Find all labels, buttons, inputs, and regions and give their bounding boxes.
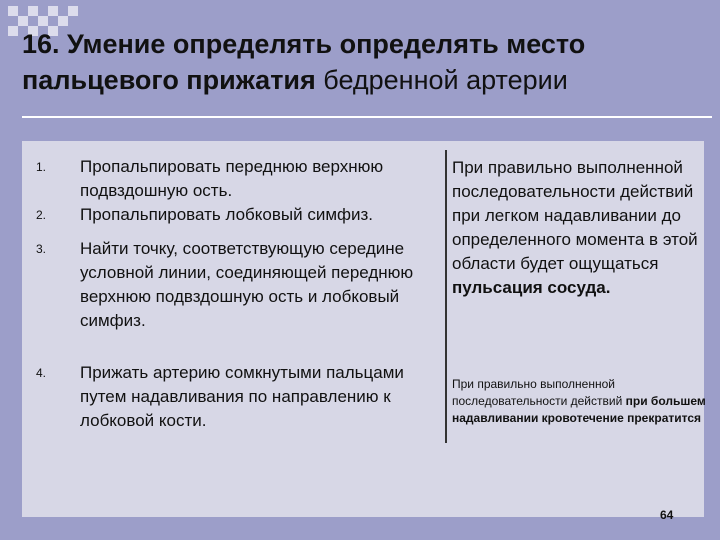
step-number: 1. — [36, 160, 47, 174]
note-bold: при большем надавливании кровотечение прекратится — [452, 394, 706, 425]
result-main: При правильно выполненной последовательности действий при легком надавливании до определенного момента в этой области будет ощущаться — [452, 158, 698, 273]
result-text — [452, 156, 712, 300]
title-divider — [22, 116, 712, 118]
column-divider — [445, 150, 447, 443]
slide-title — [22, 26, 712, 98]
title-normal-part: бедренной артерии — [315, 65, 568, 95]
step-number: 3. — [36, 242, 47, 256]
step-text: Прижать артерию сомкнутыми пальцами путем надавливания по направлению к лобковой кости. — [80, 363, 404, 430]
page-number: 64 — [660, 508, 674, 522]
step-text: Найти точку, соответствующую середине условной линии, соединяющей переднюю верхнюю подвздошную ость и лобковый симфиз. — [80, 239, 414, 330]
note-text — [452, 376, 714, 427]
step-text: Пропальпировать переднюю верхнюю подвздошную ость. — [80, 157, 384, 200]
note-main: При правильно выполненной последовательности действий — [452, 377, 626, 408]
result-bold: пульсация сосуда. — [452, 278, 611, 297]
title-bold-part: 16. Умение определять определять место пальцевого прижатия — [22, 29, 586, 95]
step-text: Пропальпировать лобковый симфиз. — [80, 205, 374, 224]
step-number: 2. — [36, 208, 47, 222]
step-number: 4. — [36, 366, 47, 380]
